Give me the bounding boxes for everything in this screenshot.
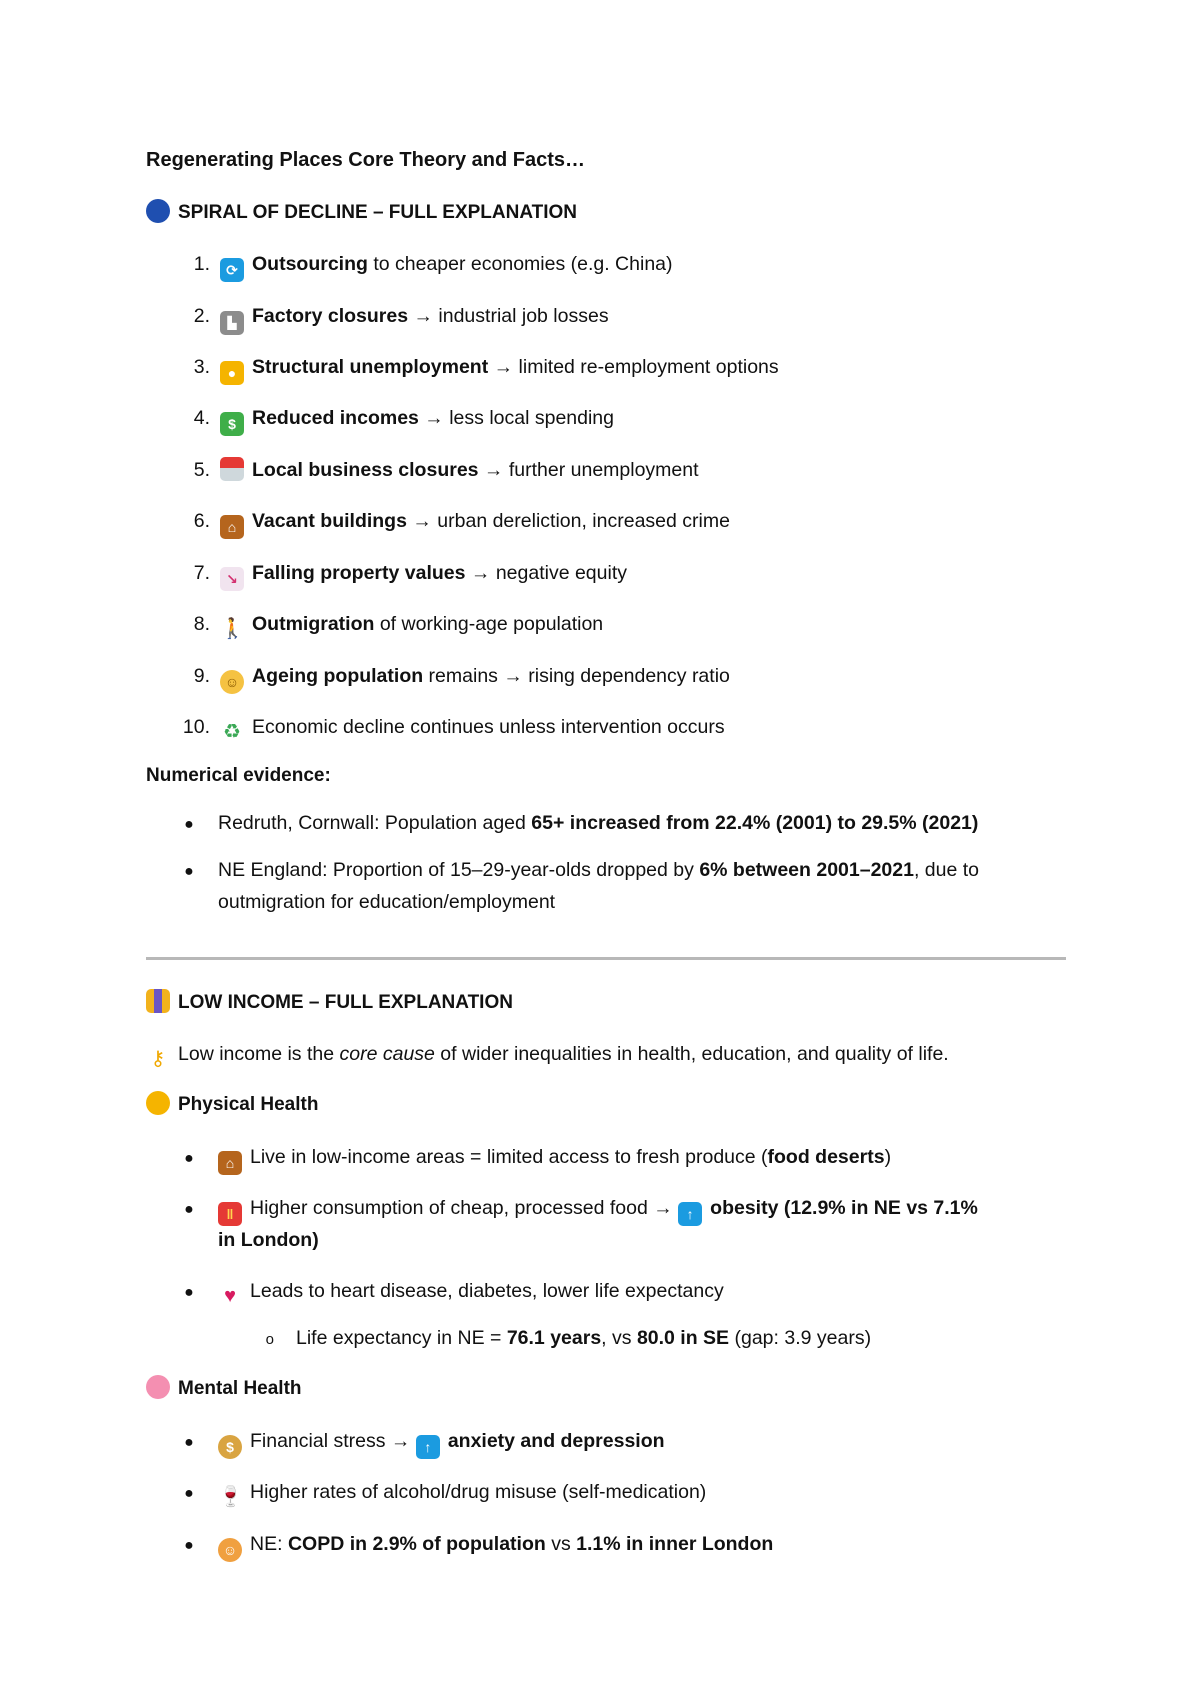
construction-worker-icon: ● bbox=[220, 361, 244, 385]
item-number: 7. bbox=[193, 562, 210, 584]
item-bold: Reduced incomes bbox=[252, 407, 419, 429]
mental-heading-row bbox=[146, 1373, 302, 1405]
item-number: 9. bbox=[193, 665, 210, 687]
mental-text: Financial stress → bbox=[250, 1430, 416, 1452]
recycle-icon: ♻ bbox=[223, 721, 241, 743]
bullet: ● bbox=[184, 863, 194, 880]
item-number: 5. bbox=[193, 459, 210, 481]
physical-text: Higher consumption of cheap, processed food → bbox=[250, 1197, 679, 1219]
derelict-house-icon: ⌂ bbox=[218, 1151, 242, 1175]
brain-icon bbox=[146, 1375, 170, 1399]
item-bold: Factory closures bbox=[252, 305, 409, 327]
intro-italic: core cause bbox=[339, 1043, 435, 1065]
list-item bbox=[146, 608, 603, 641]
item-text: Economic decline continues unless intervention occurs bbox=[252, 716, 725, 738]
physical-heading-row bbox=[146, 1089, 318, 1121]
item-bold: Outsourcing bbox=[252, 253, 368, 275]
physical-bold: obesity (12.9% in NE vs 7.1% bbox=[710, 1197, 978, 1219]
mental-text: vs bbox=[545, 1533, 577, 1555]
chart-decreasing-icon: ↘ bbox=[220, 567, 244, 591]
physical-text: ) bbox=[884, 1146, 892, 1168]
physical-text: Life expectancy in NE = bbox=[296, 1327, 507, 1349]
item-text: → further unemployment bbox=[478, 459, 699, 481]
item-bold: Structural unemployment bbox=[252, 356, 489, 378]
person-icon: ☺ bbox=[218, 1538, 242, 1562]
item-number: 8. bbox=[193, 613, 210, 635]
mental-heading: Mental Health bbox=[178, 1378, 302, 1399]
page-title: Regenerating Places Core Theory and Facts… bbox=[146, 149, 586, 171]
physical-bold: 76.1 years bbox=[506, 1327, 602, 1349]
physical-heading: Physical Health bbox=[178, 1094, 319, 1115]
item-text: to cheaper economies (e.g. China) bbox=[367, 253, 673, 275]
mental-text: Higher rates of alcohol/drug misuse (self-medication) bbox=[250, 1481, 707, 1503]
evidence-bold: 6% between 2001–2021 bbox=[699, 859, 914, 881]
mental-bold: anxiety and depression bbox=[447, 1430, 665, 1452]
sub-list-item bbox=[146, 1322, 871, 1356]
item-text: remains → rising dependency ratio bbox=[423, 665, 730, 687]
item-number: 4. bbox=[193, 407, 210, 429]
list-item bbox=[146, 1476, 706, 1510]
spiral-heading-row bbox=[146, 197, 577, 229]
list-item bbox=[146, 1275, 724, 1309]
item-bold: Local business closures bbox=[252, 459, 479, 481]
item-number: 1. bbox=[193, 253, 210, 275]
item-number: 6. bbox=[193, 510, 210, 532]
evidence-continuation: outmigration for education/employment bbox=[218, 891, 556, 913]
item-text: → urban dereliction, increased crime bbox=[406, 510, 730, 532]
physical-text: (gap: 3.9 years) bbox=[729, 1327, 872, 1349]
bullet: ● bbox=[184, 1284, 194, 1301]
cycle-arrows-icon: ⟳ bbox=[220, 258, 244, 282]
list-item bbox=[146, 854, 979, 888]
list-item bbox=[146, 248, 673, 282]
item-text: → limited re-employment options bbox=[488, 356, 779, 378]
money-with-wings-icon: $ bbox=[220, 412, 244, 436]
item-text: of working-age population bbox=[374, 613, 604, 635]
item-bold: Ageing population bbox=[252, 665, 424, 687]
item-number: 3. bbox=[193, 356, 210, 378]
bullet: ● bbox=[184, 1537, 194, 1554]
physical-bold: in London) bbox=[218, 1229, 319, 1251]
physical-text: Live in low-income areas = limited access to fresh produce ( bbox=[250, 1146, 768, 1168]
bullet: ● bbox=[184, 1150, 194, 1167]
list-item bbox=[146, 807, 978, 841]
physical-bold: 80.0 in SE bbox=[636, 1327, 730, 1349]
blue-circle-icon bbox=[146, 199, 170, 223]
evidence-text: Redruth, Cornwall: Population aged bbox=[218, 812, 532, 834]
up-arrow-icon: ↑ bbox=[416, 1435, 440, 1459]
list-item bbox=[146, 505, 730, 539]
evidence-text: NE England: Proportion of 15–29-year-olds dropped by bbox=[218, 859, 700, 881]
bullet: ● bbox=[184, 1201, 194, 1218]
horizontal-divider bbox=[146, 957, 1066, 960]
french-fries-icon: ‖ bbox=[218, 1202, 242, 1226]
intro-text: Low income is the bbox=[178, 1043, 340, 1065]
mental-text: NE: bbox=[250, 1533, 288, 1555]
list-item bbox=[146, 402, 614, 436]
list-item bbox=[146, 351, 779, 385]
evidence-text: , due to bbox=[913, 859, 980, 881]
item-text: → less local spending bbox=[418, 407, 614, 429]
list-item bbox=[146, 1141, 891, 1175]
bullet: ● bbox=[184, 1485, 194, 1502]
key-icon: ⚷ bbox=[150, 1048, 166, 1070]
derelict-house-icon: ⌂ bbox=[220, 515, 244, 539]
physical-continuation bbox=[146, 1224, 319, 1256]
list-item bbox=[146, 300, 609, 335]
low-income-intro bbox=[146, 1038, 949, 1071]
list-item bbox=[146, 711, 725, 744]
anatomical-heart-icon: ♥ bbox=[224, 1285, 236, 1307]
physical-text: Leads to heart disease, diabetes, lower life expectancy bbox=[250, 1280, 724, 1302]
item-bold: Falling property values bbox=[252, 562, 466, 584]
item-number: 10. bbox=[182, 716, 210, 738]
item-bold: Outmigration bbox=[252, 613, 375, 635]
low-income-heading: LOW INCOME – FULL EXPLANATION bbox=[178, 992, 513, 1013]
books-icon bbox=[146, 989, 170, 1013]
physical-bold: food deserts bbox=[767, 1146, 885, 1168]
person-walking-icon: 🚶 bbox=[220, 618, 245, 640]
item-text: → negative equity bbox=[465, 562, 627, 584]
item-bold: Vacant buildings bbox=[252, 510, 407, 532]
list-item bbox=[146, 1528, 773, 1562]
shop-icon bbox=[220, 457, 244, 481]
up-arrow-icon: ↑ bbox=[678, 1202, 702, 1226]
list-item bbox=[146, 1192, 978, 1226]
bullet: ● bbox=[184, 1434, 194, 1451]
evidence-heading: Numerical evidence: bbox=[146, 765, 331, 786]
spiral-heading: SPIRAL OF DECLINE – FULL EXPLANATION bbox=[178, 202, 578, 223]
list-item bbox=[146, 660, 730, 694]
mental-bold: 1.1% in inner London bbox=[576, 1533, 774, 1555]
intro-text: of wider inequalities in health, education, and quality of life. bbox=[434, 1043, 949, 1065]
sub-bullet: o bbox=[265, 1331, 274, 1348]
item-text: → industrial job losses bbox=[408, 305, 609, 327]
list-item bbox=[146, 1425, 665, 1459]
list-item bbox=[146, 557, 627, 591]
older-person-icon: ☺ bbox=[220, 670, 244, 694]
bullet: ● bbox=[184, 816, 194, 833]
factory-icon: ▙ bbox=[220, 311, 244, 335]
item-number: 2. bbox=[193, 305, 210, 327]
mental-bold: COPD in 2.9% of population bbox=[287, 1533, 546, 1555]
list-item bbox=[146, 454, 699, 486]
evidence-bold: 65+ increased from 22.4% (2001) to 29.5% (2021) bbox=[531, 812, 979, 834]
flexed-biceps-icon bbox=[146, 1091, 170, 1115]
physical-text: , vs bbox=[601, 1327, 637, 1349]
wine-glass-icon: 🍷 bbox=[218, 1486, 243, 1508]
money-bag-icon: $ bbox=[218, 1435, 242, 1459]
low-income-heading-row bbox=[146, 987, 513, 1019]
